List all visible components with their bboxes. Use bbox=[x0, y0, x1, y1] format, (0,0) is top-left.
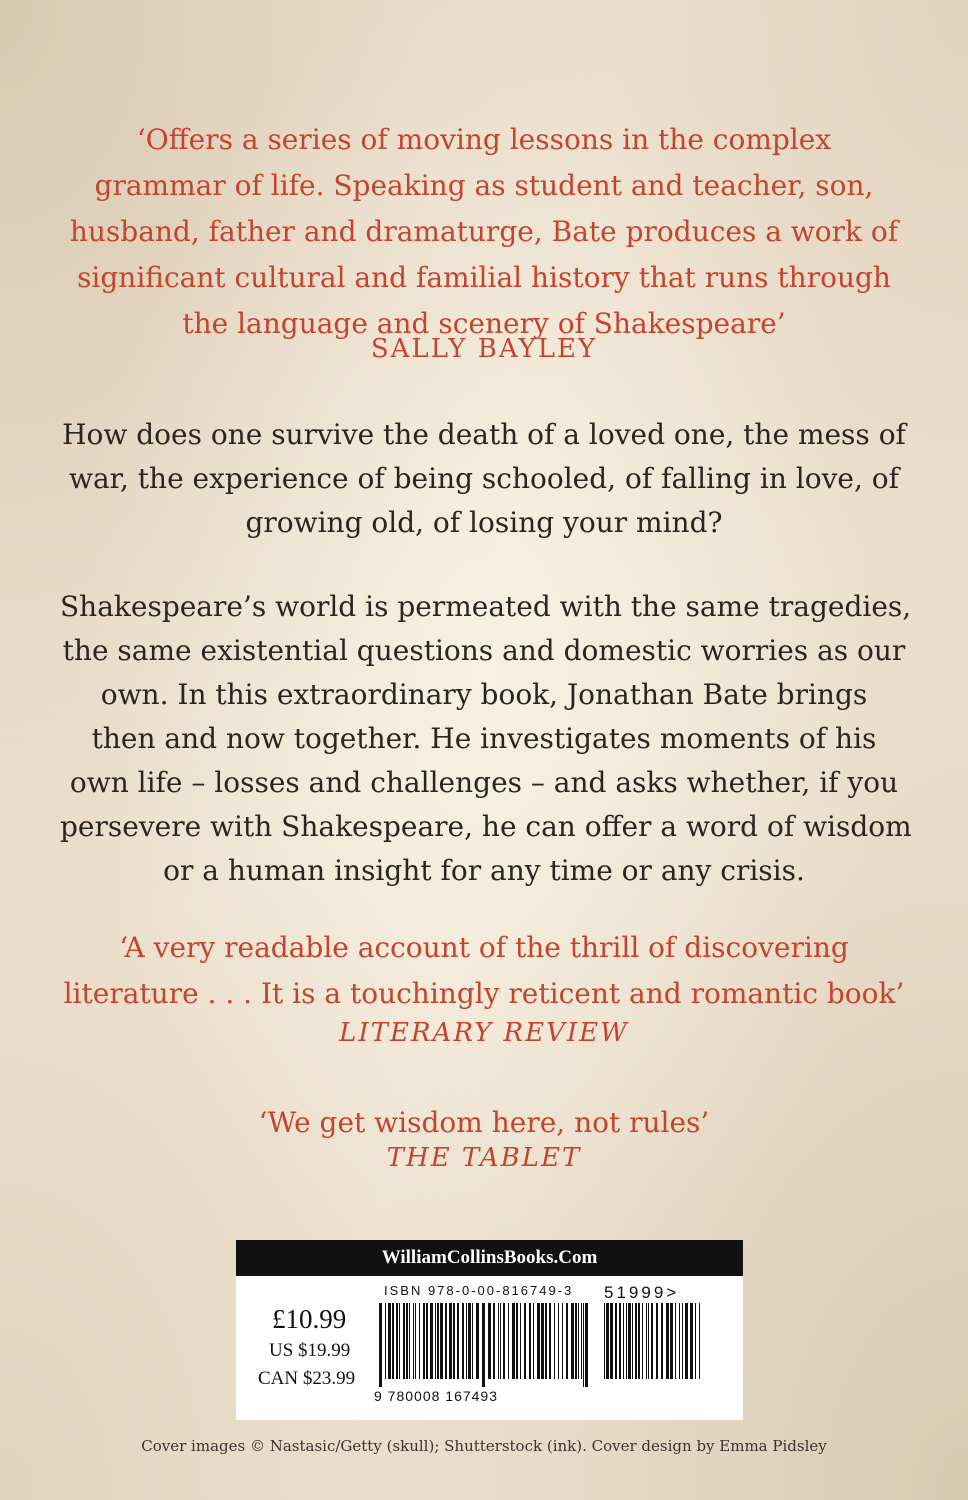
isbn-digits: 9 780008 167493 bbox=[374, 1388, 498, 1404]
blurb-paragraph-1 bbox=[60, 413, 908, 545]
quote-line: grammar of life. Speaking as student and teacher, son, bbox=[94, 169, 874, 202]
quote-attribution-the-tablet: THE TABLET bbox=[386, 1143, 582, 1173]
quote-attribution-sally-bayley: SALLY BAYLEY bbox=[370, 334, 598, 364]
publisher-website: WilliamCollinsBooks.Com bbox=[236, 1240, 743, 1276]
isbn-label: ISBN 978-0-00-816749-3 bbox=[384, 1283, 574, 1298]
quote-line: significant cultural and familial history that runs through bbox=[77, 261, 891, 294]
blurb-paragraph-2 bbox=[60, 585, 912, 893]
price-can: CAN $23.99 bbox=[258, 1368, 356, 1389]
blurb-line: war, the experience of being schooled, of falling in love, of bbox=[69, 462, 899, 495]
quote-attribution-literary-review: LITERARY REVIEW bbox=[339, 1018, 629, 1048]
blurb-line: Shakespeare’s world is permeated with the same tragedies, bbox=[60, 590, 912, 623]
blurb-line: or a human insight for any time or any crisis. bbox=[163, 854, 805, 887]
quote-line: literature . . . It is a touchingly reticent and romantic book’ bbox=[63, 977, 905, 1010]
quote-line: the language and scenery of Shakespeare’ bbox=[182, 307, 786, 340]
barcode-panel bbox=[236, 1240, 743, 1420]
isbn-barcode bbox=[379, 1303, 589, 1387]
cover-credits: Cover images © Nastasic/Getty (skull); Shutterstock (ink). Cover design by Emma Pidsley bbox=[141, 1437, 827, 1455]
price-us: US $19.99 bbox=[269, 1340, 351, 1361]
blurb-line: own. In this extraordinary book, Jonathan Bate brings bbox=[100, 678, 868, 711]
blurb-line: growing old, of losing your mind? bbox=[245, 506, 723, 539]
price-gbp: £10.99 bbox=[272, 1304, 347, 1334]
price-supplement-code: 51999> bbox=[604, 1283, 680, 1302]
quote-line: husband, father and dramaturge, Bate produces a work of bbox=[69, 215, 899, 248]
blurb-line: then and now together. He investigates moments of his bbox=[91, 722, 877, 755]
review-quote-1 bbox=[60, 117, 908, 347]
supplement-barcode bbox=[604, 1303, 702, 1387]
quote-line: ‘A very readable account of the thrill of discovering bbox=[119, 931, 849, 964]
quote-line: ‘Offers a series of moving lessons in the complex bbox=[136, 123, 832, 156]
blurb-line: own life – losses and challenges – and asks whether, if you bbox=[69, 766, 899, 799]
blurb-line: How does one survive the death of a loved one, the mess of bbox=[62, 418, 906, 451]
blurb-line: persevere with Shakespeare, he can offer a word of wisdom bbox=[60, 810, 912, 843]
quote-line: ‘We get wisdom here, not rules’ bbox=[258, 1106, 710, 1139]
review-quote-2 bbox=[60, 925, 908, 1017]
blurb-line: the same existential questions and domestic worries as our bbox=[62, 634, 906, 667]
